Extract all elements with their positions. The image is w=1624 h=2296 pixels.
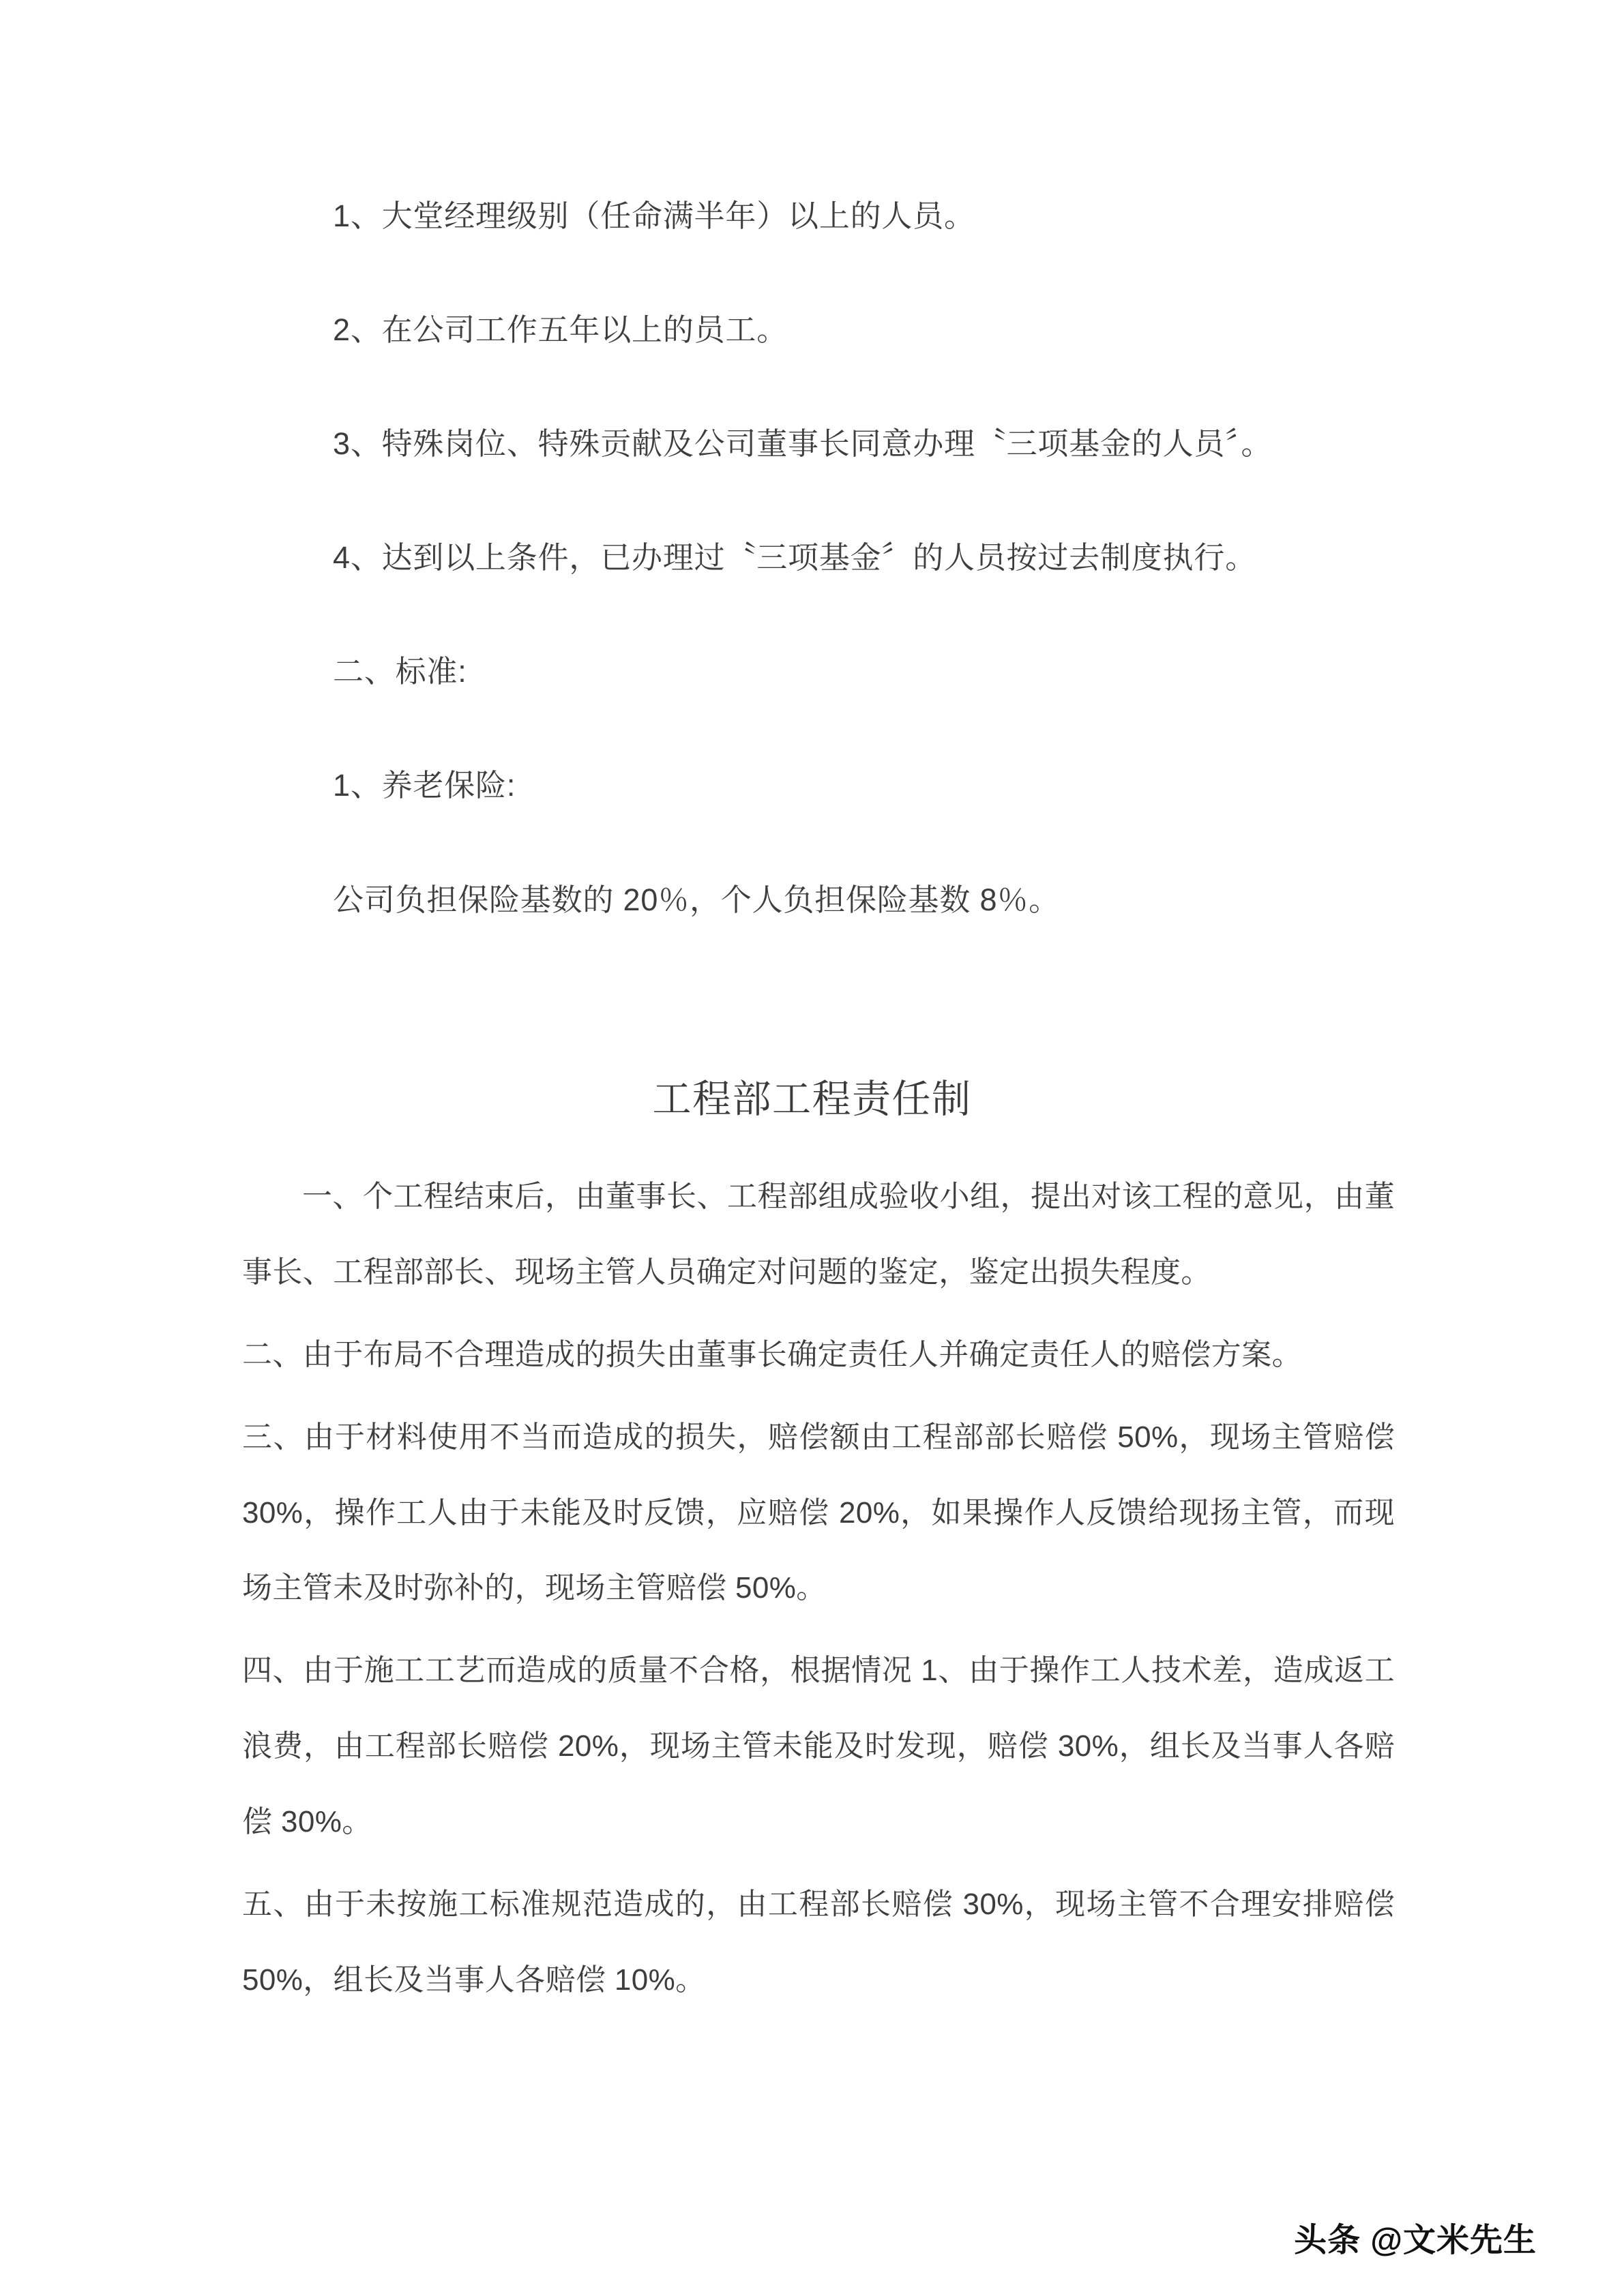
eligibility-item-4: 4、达到以上条件，已办理过〝三项基金〞的人员按过去制度执行。: [333, 540, 1257, 576]
pension-insurance-detail: 公司负担保险基数的 20％，个人负担保险基数 8％。: [333, 882, 1060, 917]
page-title: 工程部工程责任制: [652, 1077, 972, 1122]
eligibility-item-2: 2、在公司工作五年以上的员工。: [333, 312, 788, 348]
responsibility-paragraph-1: 一、个工程结束后，由董事长、工程部组成验收小组，提出对该工程的意见，由董事长、工程部部长、现场主管人员确定对问题的鉴定，鉴定出损失程度。: [242, 1180, 1395, 1289]
watermark-brand: 头条: [1294, 2222, 1361, 2258]
responsibility-paragraph-2: 二、由于布局不合理造成的损失由董事长确定责任人并确定责任人的赔偿方案。: [242, 1337, 1302, 1371]
watermark: [1294, 2213, 1537, 2261]
eligibility-list-section: [0, 0, 1624, 918]
eligibility-item-3: 3、特殊岗位、特殊贡献及公司董事长同意办理〝三项基金的人员〞。: [333, 426, 1273, 462]
eligibility-item-1: 1、大堂经理级别（任命满半年）以上的人员。: [333, 198, 975, 233]
responsibility-paragraph-4: 四、由于施工工艺而造成的质量不合格，根据情况 1、由于操作工人技术差，造成返工浪费，由工程部长赔偿 20%，现场主管未能及时发现，赔偿 30%，组长及当事人各赔偿 30%。: [242, 1654, 1395, 1838]
pension-insurance-heading: 1、养老保险:: [333, 768, 516, 803]
standards-heading: 二、标准:: [333, 654, 467, 689]
responsibility-paragraph-3: 三、由于材料使用不当而造成的损失，赔偿额由工程部部长赔偿 50%，现场主管赔偿 30%，操作工人由于未能及时反馈，应赔偿 20%，如果操作人反馈给现扬主管，而现场主管未及时弥补的，现场主管赔偿 50%。: [242, 1420, 1395, 1605]
responsibility-paragraph-5: 五、由于未按施工标准规范造成的，由工程部长赔偿 30%，现场主管不合理安排赔偿 50%，组长及当事人各赔偿 10%。: [242, 1887, 1395, 1997]
watermark-handle: @文米先生: [1370, 2222, 1537, 2258]
responsibility-body: [242, 1159, 1395, 2018]
